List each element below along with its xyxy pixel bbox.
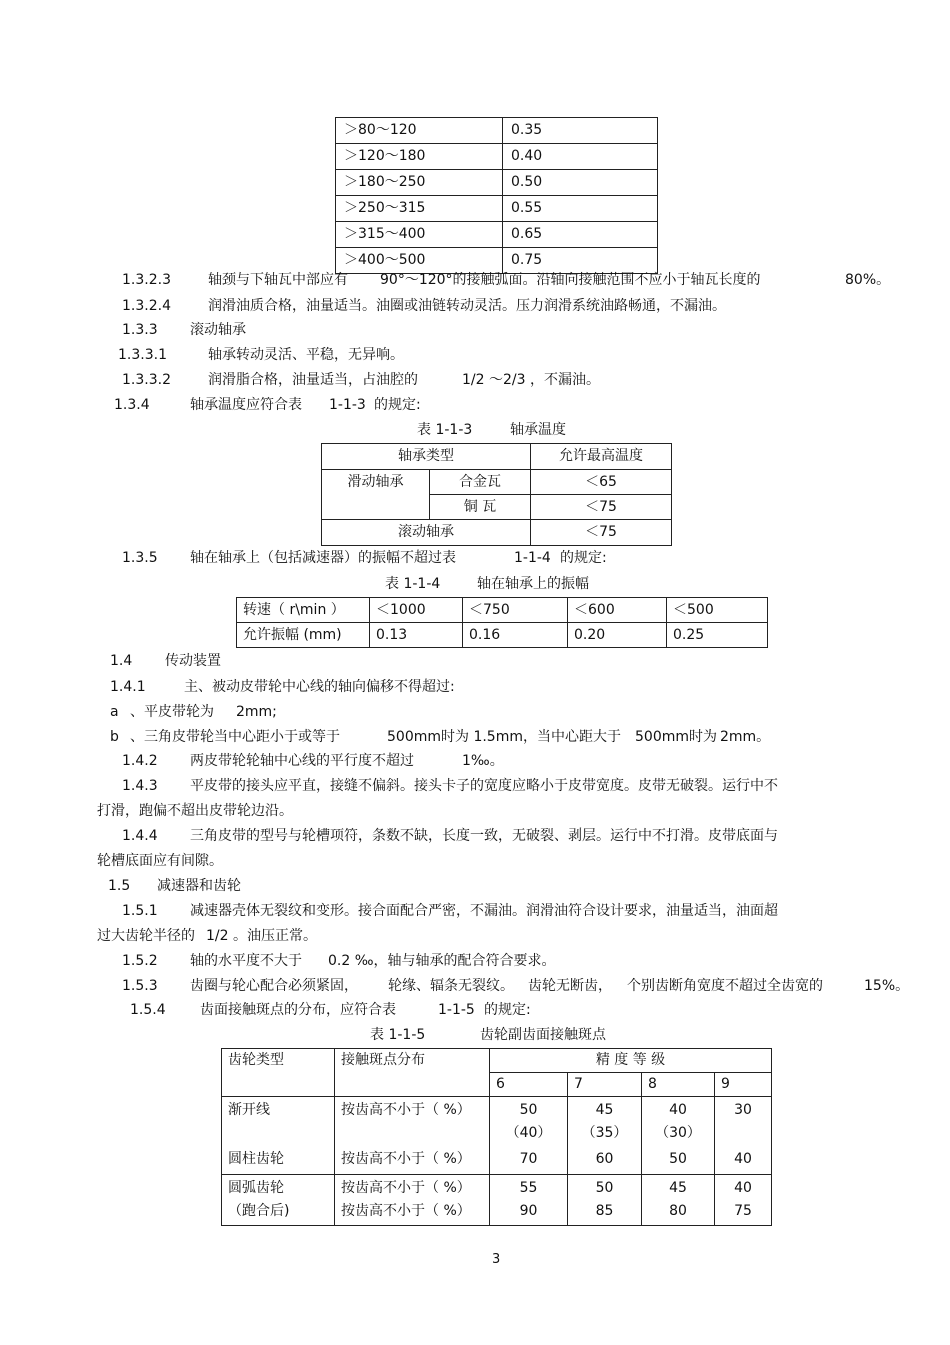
table-cell xyxy=(568,1097,642,1175)
value: 30 xyxy=(734,1102,752,1118)
table-1-1-2-continued xyxy=(335,117,658,274)
para-text: 1/2 。油压正常。 xyxy=(206,928,317,944)
value: 40 xyxy=(734,1151,752,1167)
para-text: 轴承转动灵活、平稳，无异响。 xyxy=(208,347,404,363)
para-number: 1.3.2.4 xyxy=(122,298,171,314)
table-cell xyxy=(222,1175,335,1226)
para-number: 1.4.1 xyxy=(110,679,146,695)
para-text: 轴承温度应符合表 xyxy=(190,397,302,413)
value: 45 xyxy=(595,1102,614,1118)
section-number: 1.3.5 xyxy=(122,550,158,566)
para-text: 500mm时为 xyxy=(635,729,717,745)
contact-dist-label: 按齿高不小于（ %） xyxy=(341,1180,471,1196)
table-header-cell: 8 xyxy=(642,1073,715,1097)
table-cell: ＞250～315 xyxy=(336,196,503,222)
para-number: 1.4.3 xyxy=(122,778,158,794)
value: 50 xyxy=(595,1180,614,1196)
table-cell: ＜1000 xyxy=(370,598,463,623)
value: 90 xyxy=(519,1203,538,1219)
table-1-1-3 xyxy=(321,443,672,546)
gear-type-label: （跑合后) xyxy=(228,1203,290,1219)
table-cell: 铜 瓦 xyxy=(430,495,531,520)
table-cell xyxy=(568,1175,642,1226)
para-text: 打滑，跑偏不超出皮带轮边沿。 xyxy=(97,803,293,819)
para-number: 1.3.2.3 xyxy=(122,272,171,288)
value: 80 xyxy=(669,1203,687,1219)
table-ref: 1-1-3 xyxy=(329,397,366,413)
table-header-cell: 转速（ r\min ） xyxy=(237,598,370,623)
table-cell: ＜500 xyxy=(667,598,768,623)
para-text: 主、被动皮带轮中心线的轴向偏移不得超过: xyxy=(184,679,455,695)
value: （30） xyxy=(655,1125,701,1141)
table-1-1-5 xyxy=(221,1048,772,1226)
table-cell: 0.20 xyxy=(568,623,667,648)
table-caption-number: 表 1-1-4 xyxy=(385,576,441,592)
table-caption-number: 表 1-1-5 xyxy=(370,1027,426,1043)
value: 50 xyxy=(669,1151,687,1167)
para-text: 轮缘、辐条无裂纹。 xyxy=(388,978,514,994)
para-text: 三角皮带的型号与轮槽项符，条数不缺，长度一致，无破裂、剥层。运行中不打滑。皮带底面与 xyxy=(190,828,778,844)
table-cell xyxy=(642,1097,715,1175)
value: （40） xyxy=(505,1125,552,1141)
table-cell: 合金瓦 xyxy=(430,470,531,495)
table-header-cell: 允许最高温度 xyxy=(531,444,672,470)
para-number: 1.5.3 xyxy=(122,978,158,994)
table-caption-title: 轴在轴承上的振幅 xyxy=(477,576,589,592)
table-row xyxy=(336,196,658,222)
table-cell: ＞120～180 xyxy=(336,144,503,170)
table-cell xyxy=(715,1175,772,1226)
table-cell: ＜75 xyxy=(531,520,672,546)
para-text: 润滑油质合格，油量适当。油圈或油链转动灵活。压力润滑系统油路畅通，不漏油。 xyxy=(208,298,726,314)
para-text: 润滑脂合格，油量适当，占油腔的 xyxy=(208,372,418,388)
table-header-cell: 齿轮类型 xyxy=(222,1049,335,1097)
table-header-cell: 精 度 等 级 xyxy=(490,1049,772,1073)
table-cell: 0.75 xyxy=(503,248,658,274)
value: 45 xyxy=(669,1180,687,1196)
table-caption-title: 齿轮副齿面接触斑点 xyxy=(480,1027,606,1043)
para-number: 1.5.2 xyxy=(122,953,158,969)
table-caption-number: 表 1-1-3 xyxy=(417,422,473,438)
para-text: 80%。 xyxy=(845,272,891,288)
table-cell: 0.40 xyxy=(503,144,658,170)
table-header-row xyxy=(322,444,672,470)
para-text: 1/2 ～2/3 ，不漏油。 xyxy=(462,372,600,388)
para-text: 平皮带的接头应平直，接缝不偏斜。接头卡子的宽度应略小于皮带宽度。皮带无破裂。运行中不 xyxy=(190,778,778,794)
table-cell: 0.65 xyxy=(503,222,658,248)
table-ref: 1-1-4 xyxy=(514,550,551,566)
para-text: 500mm时为 1.5mm，当中心距大于 xyxy=(387,729,621,745)
para-text: 的规定: xyxy=(374,397,421,413)
section-number: 1.3.3 xyxy=(122,322,158,338)
table-cell: 0.50 xyxy=(503,170,658,196)
contact-dist-label: 按齿高不小于（ %） xyxy=(341,1151,471,1167)
para-text: 齿轮无断齿， xyxy=(528,978,612,994)
value: 70 xyxy=(519,1151,538,1167)
gear-type-label: 渐开线 xyxy=(228,1102,270,1118)
section-number: 1.4 xyxy=(110,653,133,669)
table-header-cell: 允许振幅 (mm) xyxy=(237,623,370,648)
table-row xyxy=(222,1175,772,1226)
para-text: 齿面接触斑点的分布，应符合表 xyxy=(200,1002,396,1018)
table-row xyxy=(336,118,658,144)
para-text: 的规定: xyxy=(484,1002,531,1018)
para-text: 轮槽底面应有间隙。 xyxy=(97,853,223,869)
table-row xyxy=(336,144,658,170)
table-cell: 0.55 xyxy=(503,196,658,222)
para-text: 轴颈与下轴瓦中部应有 xyxy=(208,272,348,288)
table-cell: ＜65 xyxy=(531,470,672,495)
para-text: 减速器壳体无裂纹和变形。接合面配合严密，不漏油。润滑油符合设计要求，油量适当，油面超 xyxy=(190,903,778,919)
section-number: 1.3.4 xyxy=(114,397,150,413)
value: （35） xyxy=(581,1125,628,1141)
table-header-cell: 9 xyxy=(715,1073,772,1097)
table-row xyxy=(322,520,672,546)
table-cell xyxy=(490,1175,568,1226)
table-cell xyxy=(335,1097,490,1175)
para-text: 15%。 xyxy=(864,978,910,994)
table-cell: ＞180～250 xyxy=(336,170,503,196)
table-header-cell: 接触斑点分布 xyxy=(335,1049,490,1097)
table-cell: ＞80～120 xyxy=(336,118,503,144)
value: 85 xyxy=(595,1203,614,1219)
table-row xyxy=(222,1097,772,1175)
table-ref: 1-1-5 xyxy=(438,1002,475,1018)
para-number: 1.3.3.2 xyxy=(122,372,171,388)
para-text: 2mm; xyxy=(236,704,277,720)
table-row xyxy=(322,470,672,495)
para-text: 个别齿断角宽度不超过全齿宽的 xyxy=(627,978,823,994)
para-text: 、三角皮带轮当中心距小于或等于 xyxy=(130,729,340,745)
table-cell: 0.16 xyxy=(463,623,568,648)
para-number: 1.4.2 xyxy=(122,753,158,769)
table-cell xyxy=(490,1097,568,1175)
para-text: 、平皮带轮为 xyxy=(130,704,214,720)
para-text: 齿圈与轮心配合必须紧固， xyxy=(190,978,358,994)
para-number: 1.3.3.1 xyxy=(118,347,167,363)
para-text: 过大齿轮半径的 xyxy=(97,928,195,944)
table-cell: ＜750 xyxy=(463,598,568,623)
table-header-cell: 6 xyxy=(490,1073,568,1097)
para-text: 0.2 ‰，轴与轴承的配合符合要求。 xyxy=(328,953,556,969)
table-cell: 滚动轴承 xyxy=(322,520,531,546)
value: 75 xyxy=(734,1203,752,1219)
table-header-cell: 轴承类型 xyxy=(322,444,531,470)
table-header-row xyxy=(222,1049,772,1073)
table-row xyxy=(336,222,658,248)
value: 60 xyxy=(595,1151,614,1167)
contact-dist-label: 按齿高不小于（ %） xyxy=(341,1102,471,1118)
para-text: 轴在轴承上（包括减速器）的振幅不超过表 xyxy=(190,550,456,566)
para-text: 的规定: xyxy=(560,550,607,566)
value: 40 xyxy=(669,1102,687,1118)
table-row xyxy=(237,598,768,623)
contact-dist-label: 按齿高不小于（ %） xyxy=(341,1203,471,1219)
section-number: 1.5 xyxy=(108,878,131,894)
table-cell: 0.13 xyxy=(370,623,463,648)
para-text: 90°～120°的接触弧面。沿轴向接触范围不应小于轴瓦长度的 xyxy=(380,272,761,288)
table-cell: ＞400～500 xyxy=(336,248,503,274)
page-number: 3 xyxy=(492,1252,501,1267)
table-cell xyxy=(335,1175,490,1226)
para-text: 2mm。 xyxy=(720,729,771,745)
table-row xyxy=(237,623,768,648)
para-text: 轴的水平度不大于 xyxy=(190,953,302,969)
value: 40 xyxy=(734,1180,752,1196)
gear-type-label: 圆柱齿轮 xyxy=(228,1151,284,1167)
para-number: 1.5.1 xyxy=(122,903,158,919)
table-cell xyxy=(222,1097,335,1175)
para-number: 1.4.4 xyxy=(122,828,158,844)
table-header-cell: 7 xyxy=(568,1073,642,1097)
list-label: a xyxy=(110,704,119,720)
table-cell: ＞315～400 xyxy=(336,222,503,248)
table-cell xyxy=(642,1175,715,1226)
table-1-1-4 xyxy=(236,597,768,648)
table-cell: 滑动轴承 xyxy=(322,470,430,520)
table-cell: ＜75 xyxy=(531,495,672,520)
table-row xyxy=(336,170,658,196)
table-caption-title: 轴承温度 xyxy=(510,422,566,438)
list-label: b xyxy=(110,729,119,745)
section-title: 滚动轴承 xyxy=(190,322,246,338)
para-number: 1.5.4 xyxy=(130,1002,166,1018)
table-cell: ＜600 xyxy=(568,598,667,623)
value: 50 xyxy=(519,1102,538,1118)
gear-type-label: 圆弧齿轮 xyxy=(228,1180,284,1196)
section-title: 传动装置 xyxy=(165,653,221,669)
para-text: 1‰。 xyxy=(462,753,504,769)
para-text: 两皮带轮轮轴中心线的平行度不超过 xyxy=(190,753,414,769)
table-cell: 0.35 xyxy=(503,118,658,144)
value: 55 xyxy=(519,1180,538,1196)
table-cell xyxy=(715,1097,772,1175)
table-cell: 0.25 xyxy=(667,623,768,648)
section-title: 减速器和齿轮 xyxy=(157,878,241,894)
